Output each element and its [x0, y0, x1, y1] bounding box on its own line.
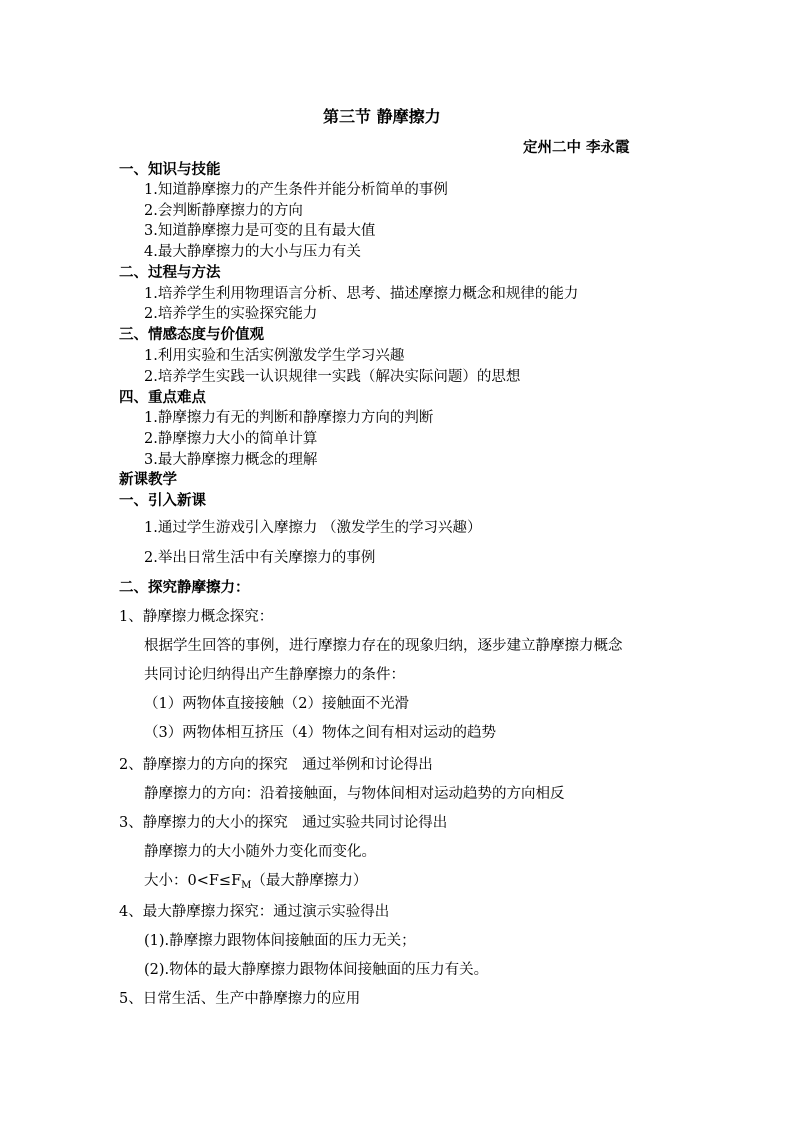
paragraph: 4、最大静摩擦力探究：通过演示实验得出	[119, 904, 390, 920]
list-item: 2.静摩擦力大小的简单计算	[144, 431, 318, 447]
new-lesson-heading: 新课教学	[119, 472, 177, 488]
section-heading: 一、知识与技能	[119, 162, 221, 178]
section-heading: 四、重点难点	[119, 390, 206, 406]
list-item: 1.通过学生游戏引入摩擦力 （激发学生的学习兴趣）	[144, 520, 482, 536]
page-title: 第三节 静摩擦力	[323, 107, 441, 126]
formula-suffix: （最大静摩擦力）	[251, 873, 368, 889]
paragraph: 2、静摩擦力的方向的探究 通过举例和讨论得出	[119, 757, 433, 773]
paragraph: 静摩擦力的方向：沿着接触面，与物体间相对运动趋势的方向相反	[144, 786, 565, 802]
list-item: 4.最大静摩擦力的大小与压力有关	[144, 244, 361, 260]
paragraph: 1、静摩擦力概念探究：	[119, 609, 274, 625]
list-item: 2.培养学生的实验探究能力	[144, 306, 318, 322]
paragraph: 共同讨论归纳得出产生静摩擦力的条件：	[144, 667, 405, 683]
list-item: 3.最大静摩擦力概念的理解	[144, 452, 318, 468]
author: 定州二中 李永霞	[523, 140, 630, 156]
list-item: 2.培养学生实践一认识规律一实践（解决实际问题）的思想	[144, 369, 521, 385]
list-item: 1.静摩擦力有无的判断和静摩擦力方向的判断	[144, 410, 434, 426]
formula-subscript: M	[241, 880, 252, 891]
formula-prefix: 大小：0<F≤F	[144, 873, 242, 889]
list-item: 1.知道静摩擦力的产生条件并能分析简单的事例	[144, 182, 448, 198]
list-item: 2.举出日常生活中有关摩擦力的事例	[144, 550, 376, 566]
list-item: 2.会判断静摩擦力的方向	[144, 203, 303, 219]
section-heading: 二、过程与方法	[119, 265, 221, 281]
paragraph: (1).静摩擦力跟物体间接触面的压力无关；	[144, 933, 416, 949]
section-heading: 一、引入新课	[119, 493, 206, 509]
list-item: 1.培养学生利用物理语言分析、思考、描述摩擦力概念和规律的能力	[144, 286, 579, 302]
paragraph: （1）两物体直接接触（2）接触面不光滑	[144, 696, 409, 712]
paragraph: 根据学生回答的事例，进行摩擦力存在的现象归纳，逐步建立静摩擦力概念	[144, 638, 623, 654]
list-item: 3.知道静摩擦力是可变的且有最大值	[144, 223, 376, 239]
list-item: 1.利用实验和生活实例激发学生学习兴趣	[144, 348, 405, 364]
section-heading: 二、探究静摩擦力：	[119, 580, 250, 596]
paragraph: 静摩擦力的大小随外力变化而变化。	[144, 844, 376, 860]
section-heading: 三、情感态度与价值观	[119, 327, 264, 343]
paragraph: （3）两物体相互挤压（4）物体之间有相对运动的趋势	[144, 725, 496, 741]
paragraph: (2).物体的最大静摩擦力跟物体间接触面的压力有关。	[144, 962, 489, 978]
paragraph: 5、日常生活、生产中静摩擦力的应用	[119, 991, 361, 1007]
formula-line	[144, 871, 367, 896]
paragraph: 3、静摩擦力的大小的探究 通过实验共同讨论得出	[119, 815, 448, 831]
